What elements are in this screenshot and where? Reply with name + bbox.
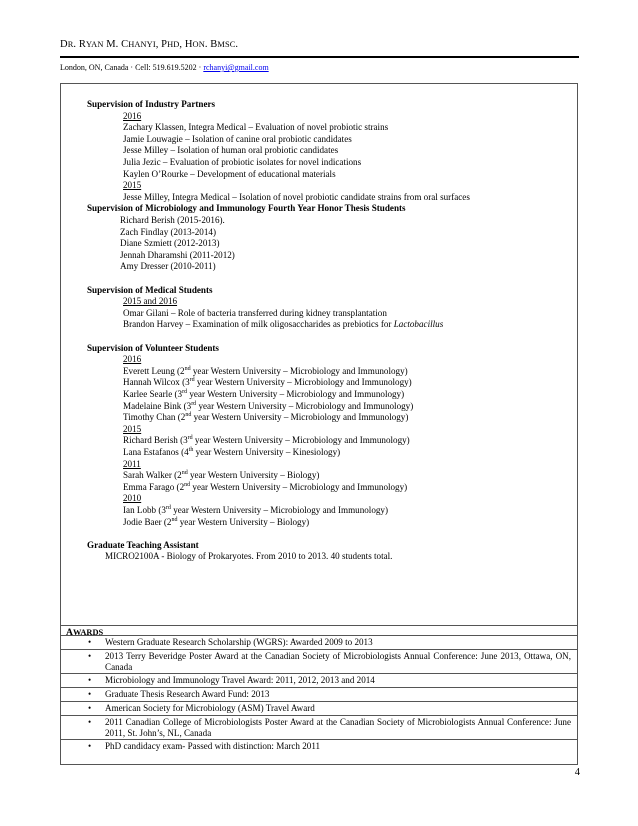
bullet-icon: • [88,675,92,685]
list-item: Jennah Dharamshi (2011-2012) [120,249,235,260]
list-item: Everett Leung (2nd year Western University – Microbiology and Immunology) [123,365,408,376]
list-item: Ian Lobb (3rd year Western University – Microbiology and Immunology) [123,505,388,515]
award-text: Microbiology and Immunology Travel Award: 2011, 2012, 2013 and 2014 [105,675,375,685]
list-item: Kaylen O’Rourke – Development of educational materials [123,168,336,179]
year-heading: 2015 [123,180,142,191]
year-heading: 2016 [123,354,142,365]
page-number: 4 [574,767,580,778]
year-heading: 2010 [123,493,142,504]
list-item: Zach Findlay (2013-2014) [120,226,216,237]
list-item: Diane Szmiett (2012-2013) [120,238,220,249]
list-item: Emma Farago (2nd year Western University – Microbiology and Immunology) [123,481,408,492]
award-row [61,739,577,754]
bullet-icon: • [88,741,92,751]
award-text: 2011 Canadian College of Microbiologists Poster Award at the Canadian Society of Microbiologists Annual Conference: June 2011, St. John’s, NL, Canada [105,717,571,738]
list-item: Brandon Harvey – Examination of milk oligosaccharides as prebiotics for Lactobacillus [123,319,444,330]
list-item: Madelaine Bink (3rd year Western University – Microbiology and Immunology) [123,400,414,411]
award-row [61,687,577,702]
header-rule [60,56,579,58]
year-heading: 2015 and 2016 [123,296,178,307]
award-text: Western Graduate Research Scholarship (WGRS): Awarded 2009 to 2013 [105,637,373,647]
list-item: Karlee Searle (3rd year Western University – Microbiology and Immunology) [123,389,405,399]
year-heading: 2011 [123,458,141,469]
section-title-ta: Graduate Teaching Assistant [87,539,199,550]
list-item: Jesse Milley – Isolation of human oral probiotic candidates [123,145,339,156]
list-item: Lana Estafanos (4th year Western University – Kinesiology) [123,447,341,457]
list-item: Omar Gilani – Role of bacteria transferred during kidney transplantation [123,307,387,318]
list-item: Timothy Chan (2nd year Western University – Microbiology and Immunology) [123,412,409,423]
list-item: Jesse Milley, Integra Medical – Isolation of novel probiotic candidate strains from oral surfaces [123,191,470,202]
list-item: Jamie Louwagie – Isolation of canine oral probiotic candidates [123,133,352,144]
contact-line [60,63,269,72]
award-row [61,673,577,688]
bullet-icon: • [88,637,92,647]
award-row [61,635,577,650]
section-divider [61,625,577,626]
year-heading: 2015 [123,423,142,434]
award-text: PhD candidacy exam- Passed with distinction: March 2011 [105,741,321,751]
award-text: 2013 Terry Beveridge Poster Award at the Canadian Society of Microbiologists Annual Conference: June 2013, Ottawa, ON, Canada [105,651,571,672]
award-row [61,701,577,716]
list-item: Amy Dresser (2010-2011) [120,261,216,272]
list-item: Julia Jezic – Evaluation of probiotic isolates for novel indications [123,157,362,167]
section-title-volunteer: Supervision of Volunteer Students [87,342,219,353]
bullet-icon: • [88,651,92,661]
award-row [61,649,577,674]
list-item: Jodie Baer (2nd year Western University – Biology) [123,516,310,527]
bullet-icon: • [88,689,92,699]
email-link[interactable]: rchanyi@gmail.com [203,63,269,72]
award-text: Graduate Thesis Research Award Fund: 2013 [105,689,270,699]
section-title-medical: Supervision of Medical Students [87,284,213,295]
award-text: American Society for Microbiology (ASM) Travel Award [105,703,315,713]
list-item: Sarah Walker (2nd year Western University – Biology) [123,470,320,481]
section-title-honors: Supervision of Microbiology and Immunology Fourth Year Honor Thesis Students [87,203,406,214]
list-item: Richard Berish (3rd year Western University – Microbiology and Immunology) [123,435,410,446]
document-author-name: DR. RYAN M. CHANYI, PHD, HON. BMSC. [60,39,239,50]
list-item: Hannah Wilcox (3rd year Western University – Microbiology and Immunology) [123,377,412,388]
list-item: Richard Berish (2015-2016). [120,215,225,225]
cv-section-box [60,83,578,765]
list-item: Zachary Klassen, Integra Medical – Evaluation of novel probiotic strains [123,122,389,133]
list-item: MICRO2100A - Biology of Prokaryotes. From 2010 to 2013. 40 students total. [105,551,393,562]
bullet-icon: • [88,717,92,727]
bullet-icon: • [88,703,92,713]
year-heading: 2016 [123,110,142,121]
contact-text: London, ON, Canada · Cell: 519.619.5202 · [60,63,204,72]
awards-heading: AWARDS [66,627,104,638]
section-title-industry: Supervision of Industry Partners [87,99,216,109]
award-row [61,715,577,740]
